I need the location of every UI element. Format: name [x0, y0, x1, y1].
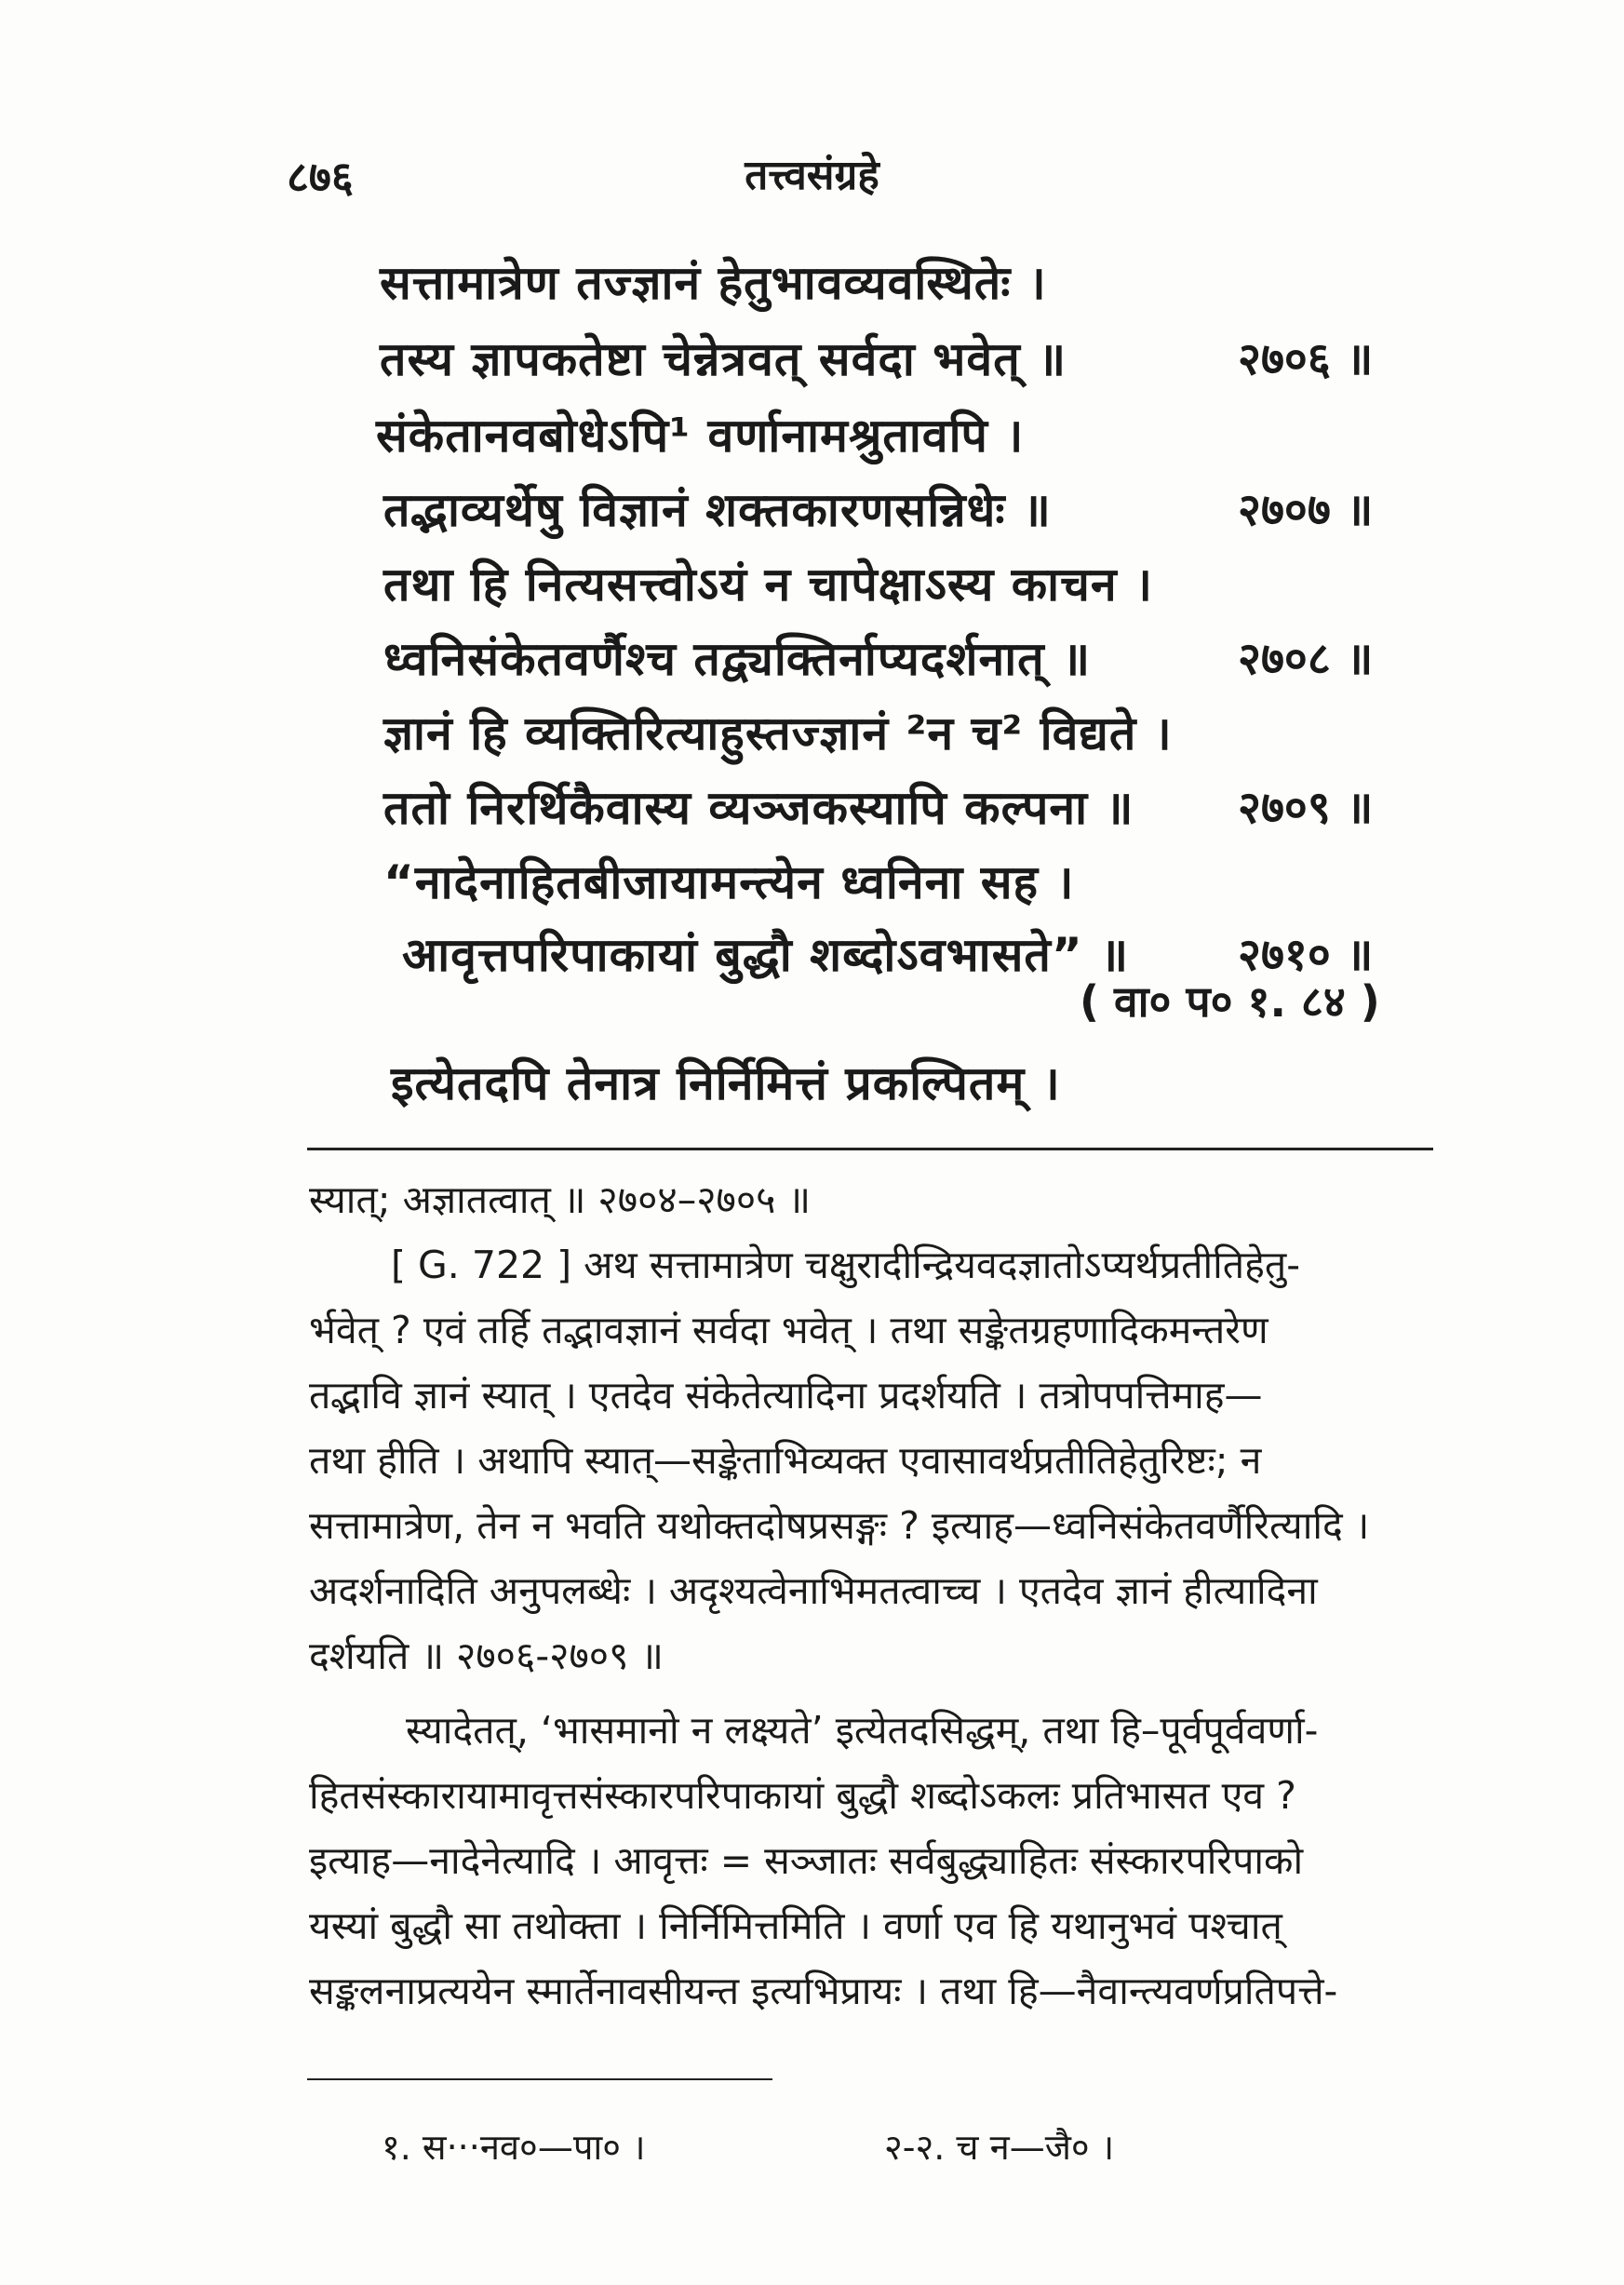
verse-number: २७१० ॥ [1238, 929, 1374, 981]
verse-line: ध्वनिसंकेतवर्णैश्च तद्व्यक्तिर्नाप्यदर्शनात् ॥ [383, 632, 1092, 686]
commentary-line: अदर्शनादिति अनुपलब्धेः । अदृश्यत्वेनाभिमतत्वाच्च । एतदेव ज्ञानं हीत्यादिना [309, 1568, 1318, 1613]
commentary-line: सङ्कलनाप्रत्ययेन स्मार्तेनावसीयन्त इत्यभिप्रायः । तथा हि—नैवान्त्यवर्णप्रतिपत्ते- [309, 1969, 1338, 2013]
verse-number: २७०९ ॥ [1238, 782, 1374, 834]
page-number: ८७६ [287, 152, 354, 202]
running-title: तत्त्वसंग्रहे [745, 152, 879, 199]
verse-line: ततो निरर्थिकैवास्य व्यञ्जकस्यापि कल्पना ॥ [383, 781, 1134, 835]
commentary-line: तथा हीति । अथापि स्यात्—सङ्केताभिव्यक्त एवासावर्थप्रतीतिहेतुरिष्टः; न [309, 1438, 1262, 1483]
text-commentary-divider [307, 1148, 1433, 1150]
verse-line: आवृत्तपरिपाकायां बुद्धौ शब्दोऽवभासते” ॥ [402, 928, 1130, 982]
commentary-line: र्भवेत् ? एवं तर्हि तद्भावज्ञानं सर्वदा भवेत् । तथा सङ्केतग्रहणादिकमन्तरेण [309, 1308, 1268, 1352]
verse-line: तथा हि नित्यसत्त्वोऽयं न चापेक्षाऽस्य काचन । [383, 558, 1153, 612]
commentary-line: इत्याह—नादेनेत्यादि । आवृत्तः = सञ्जातः सर्वबुद्ध्याहितः संस्कारपरिपाको [309, 1838, 1304, 1883]
verse-line: इत्येतदपि तेनात्र निर्निमित्तं प्रकल्पितम् । [391, 1056, 1061, 1110]
commentary-line: स्यात्; अज्ञातत्वात् ॥ २७०४–२७०५ ॥ [309, 1177, 812, 1222]
commentary-line: सत्तामात्रेण, तेन न भवति यथोक्तदोषप्रसङ्गः ? इत्याह—ध्वनिसंकेतवर्णैरित्यादि । [309, 1503, 1370, 1548]
footnote: १. स···नव०—पा० । [382, 2127, 646, 2168]
footnote-divider [307, 2078, 772, 2080]
verse-number: २७०६ ॥ [1238, 333, 1374, 385]
verse-line: “नादेनाहितबीजायामन्त्येन ध्वनिना सह । [383, 855, 1075, 909]
verse-line: तद्भाव्यर्थेषु विज्ञानं शक्तकारणसन्निधेः ॥ [383, 483, 1052, 537]
commentary-line: यस्यां बुद्धौ सा तथोक्ता । निर्निमित्तमिति । वर्णा एव हि यथानुभवं पश्चात् [309, 1903, 1282, 1948]
commentary-line: दर्शयति ॥ २७०६-२७०९ ॥ [309, 1633, 664, 1678]
verse-number: २७०८ ॥ [1238, 633, 1374, 685]
commentary-line: तद्भावि ज्ञानं स्यात् । एतदेव संकेतेत्यादिना प्रदर्शयति । तत्रोपपत्तिमाह— [309, 1373, 1263, 1418]
verse-number: २७०७ ॥ [1238, 484, 1374, 536]
commentary-line: [ G. 722 ] अथ सत्तामात्रेण चक्षुरादीन्द्रियवदज्ञातोऽप्यर्थप्रतीतिहेतु- [391, 1243, 1301, 1287]
verse-line: ज्ञानं हि व्यक्तिरित्याहुस्तज्ज्ञानं ²न च² विद्यते । [383, 706, 1173, 760]
verse-line: संकेतानवबोधेऽपि¹ वर्णानामश्रुतावपि । [376, 409, 1025, 463]
commentary-line: हितसंस्कारायामावृत्तसंस्कारपरिपाकायां बुद्धौ शब्दोऽकलः प्रतिभासत एव ? [309, 1773, 1296, 1818]
footnote: २-२. च न—जै० । [884, 2127, 1115, 2168]
verse-citation: ( वा० प० १. ८४ ) [1080, 976, 1380, 1027]
verse-line: सत्तामात्रेण तज्ज्ञानं हेतुभावव्यवस्थितेः । [380, 256, 1047, 310]
verse-line: तस्य ज्ञापकतेष्टा चेन्नेत्रवत् सर्वदा भवेत् ॥ [380, 332, 1067, 386]
commentary-line: स्यादेतत्, ‘भासमानो न लक्ष्यते’ इत्येतदसिद्धम्, तथा हि–पूर्वपूर्ववर्णा- [406, 1708, 1319, 1753]
